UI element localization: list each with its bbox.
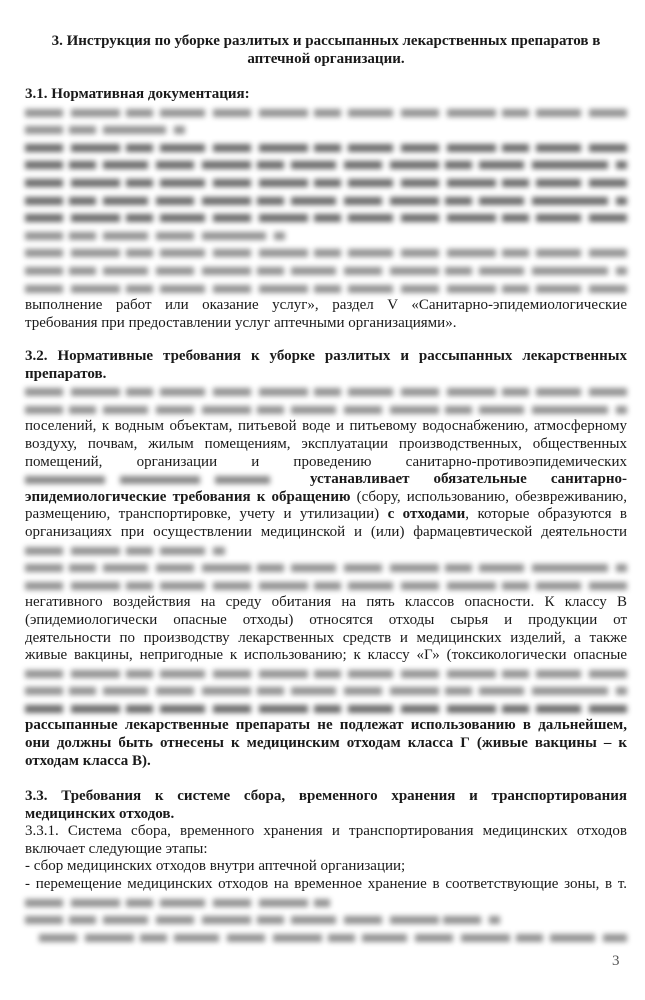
text-line: поселений, к водным объектам, питьевой воде и питьевому водоснабжению, атмосферному (25, 418, 627, 435)
redacted-fragment (25, 471, 270, 489)
text-line: 3.3.1. Система сбора, временного хранения и транспортирования медицинских отходов (25, 823, 627, 840)
text: размещению, транспортировке, учету и утилизации) (25, 506, 388, 523)
redacted-line (25, 139, 627, 157)
list-item: - сбор медицинских отходов внутри аптечной организации; (25, 858, 406, 875)
text-line: (эпидемиологически опасные отходы) относятся отходы сырья и продукции от (25, 611, 627, 628)
redacted-line (25, 262, 627, 280)
section-3-3 (25, 788, 627, 946)
bold-line: отходам класса В). (25, 752, 151, 769)
redacted-line (25, 401, 627, 419)
redacted-line (25, 682, 627, 700)
section-heading: медицинских отходов. (25, 805, 175, 822)
text-line (25, 489, 627, 507)
redacted-line (25, 577, 627, 595)
text-line: деятельности по производству лекарственных средств и медицинских изделий, а также (25, 629, 627, 646)
redacted-line (25, 559, 627, 577)
text-line: помещений, организации и проведению санитарно-противоэпидемических (25, 453, 627, 470)
redacted-line (25, 244, 627, 262)
bold-line: они должны быть отнесены к медицинским отходам класса Г (живые вакцины – к (25, 735, 627, 752)
redacted-line (25, 174, 627, 192)
text-line: воздуху, почвам, жилым помещениям, эксплуатации производственных, общественных (25, 435, 627, 452)
text-line (25, 506, 627, 524)
section-3-2 (25, 348, 627, 770)
redacted-line (25, 192, 627, 210)
redacted-line (25, 121, 185, 139)
bold-text: эпидемиологические требования к обращению (25, 488, 351, 505)
redacted-line (25, 280, 627, 298)
text-line: требования при предоставлении услуг аптечными организациями». (25, 314, 457, 331)
redacted-line (39, 929, 627, 947)
document-title (25, 33, 627, 68)
text-line: организациях при осуществлении медицинской и (или) фармацевтической деятельности (25, 523, 627, 540)
title-line: аптечной организации. (247, 50, 405, 67)
redacted-line (25, 156, 627, 174)
section-heading: 3.2. Нормативные требования к уборке разлитых и рассыпанных лекарственных (25, 348, 627, 364)
text: , которые образуются в (465, 506, 627, 523)
redacted-line (25, 383, 627, 401)
section-3-1 (25, 86, 627, 332)
redacted-line (25, 104, 627, 122)
text-line: выполнение работ или оказание услуг», раздел V «Санитарно-эпидемиологические (25, 297, 627, 314)
redacted-line (25, 700, 627, 718)
redacted-line (25, 665, 627, 683)
text-line: включает следующие этапы: (25, 840, 208, 857)
page-number: 3 (612, 953, 620, 969)
redacted-line (25, 542, 225, 560)
text-line: негативного воздействия на среду обитания на пять классов опасности. К классу В (25, 594, 627, 611)
section-heading: 3.1. Нормативная документация: (25, 86, 250, 102)
text-line (25, 471, 627, 489)
section-heading: 3.3. Требования к системе сбора, временного хранения и транспортирования (25, 788, 627, 804)
list-item: - перемещение медицинских отходов на временное хранение в соответствующие зоны, в т. (25, 875, 627, 892)
bold-text: устанавливает обязательные санитарно- (310, 471, 627, 488)
title-line: 3. Инструкция по уборке разлитых и рассыпанных лекарственных препаратов в (51, 33, 601, 49)
redacted-line (25, 894, 330, 912)
bold-line: рассыпанные лекарственные препараты не подлежат использованию в дальнейшем, (25, 717, 627, 734)
text: (сбору, использованию, обезвреживанию, (350, 488, 627, 505)
redacted-line (25, 227, 285, 245)
text-line: живые вакцины, непригодные к использованию; к классу «Г» (токсикологически опасные (25, 647, 627, 664)
bold-text: с отходами (387, 506, 466, 523)
redacted-line (25, 209, 627, 227)
redacted-line (25, 911, 500, 929)
section-heading: препаратов. (25, 365, 107, 382)
